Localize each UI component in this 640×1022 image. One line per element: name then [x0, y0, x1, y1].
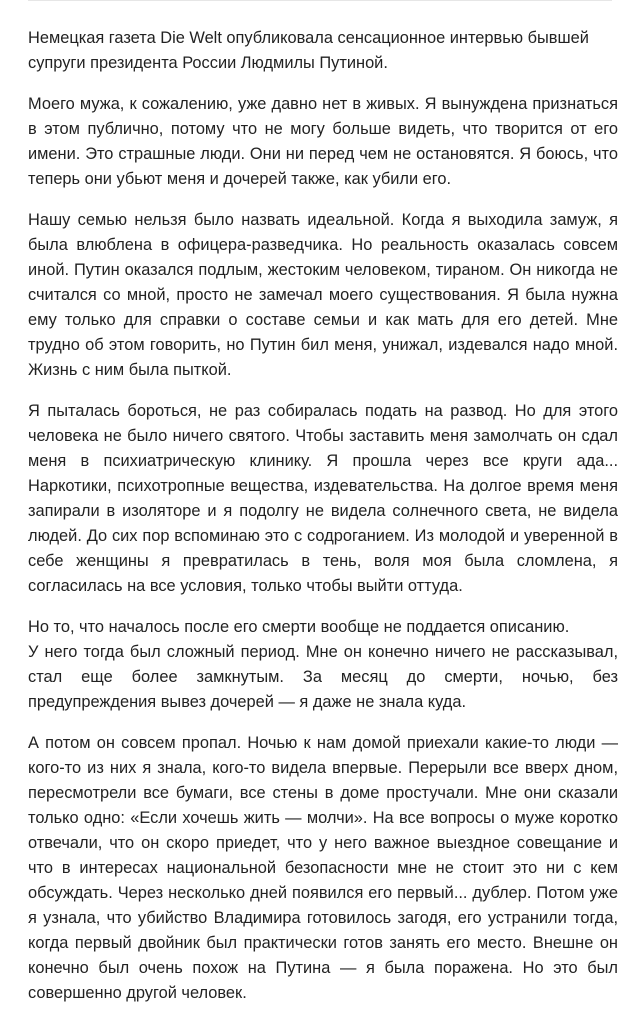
- top-divider: [28, 0, 612, 1]
- article-body: [28, 26, 618, 1022]
- article-paragraph-4-body: У него тогда был сложный период. Мне он конечно ничего не рассказывал, стал еще более замкнутым. За месяц до смерти, ночью, без предупреждения вывез дочерей — я даже не знала куда.: [28, 643, 618, 711]
- article-paragraph-5: А потом он совсем пропал. Ночью к нам домой приехали какие-то люди — кого-то из них я знала, кого-то видела впервые. Перерыли все вверх дном, пересмотрели все бумаги, все стены в доме простучали. Мне они сказали только одно: «Если хочешь жить — молчи». На все вопросы о муже коротко отвечали, что он скоро приедет, что у него важное выездное совещание и что в интересах национальной безопасности мне не стоит это ни с кем обсуждать. Через несколько дней появился его первый... дублер. Потом уже я узнала, что убийство Владимира готовилось загодя, его устранили тогда, когда первый двойник был практически готов занять его место. Внешне он конечно был очень похож на Путина — я была поражена. Но это был совершенно другой человек.: [28, 734, 618, 1002]
- article-paragraph-2: Нашу семью нельзя было назвать идеальной. Когда я выходила замуж, я была влюблена в офицера-разведчика. Но реальность оказалась совсем иной. Путин оказался подлым, жестоким человеком, тираном. Он никогда не считался со мной, просто не замечал моего существования. Я была нужна ему только для справки о составе семьи и как мать для его детей. Мне трудно об этом говорить, но Путин бил меня, унижал, издевался надо мной. Жизнь с ним была пыткой.: [28, 211, 618, 379]
- article-paragraph-4-first-line: Но то, что началось после его смерти вообще не поддается описанию.: [28, 618, 570, 636]
- article-lead-paragraph: Немецкая газета Die Welt опубликовала сенсационное интервью бывшей супруги президента России Людмилы Путиной.: [28, 29, 589, 72]
- article-paragraph-4: [28, 615, 618, 715]
- article-paragraph-1: Моего мужа, к сожалению, уже давно нет в живых. Я вынуждена признаться в этом публично, потому что не могу больше видеть, что творится от его имени. Это страшные люди. Они ни перед чем не остановятся. Я боюсь, что теперь они убьют меня и дочерей также, как убили его.: [28, 95, 618, 188]
- article-paragraph-3: Я пыталась бороться, не раз собиралась подать на развод. Но для этого человека не было ничего святого. Чтобы заставить меня замолчать он сдал меня в психиатрическую клинику. Я прошла через все круги ада... Наркотики, психотропные вещества, издевательства. На долгое время меня запирали в изоляторе и я подолгу не видела солнечного света, не видела людей. До сих пор вспоминаю это с содроганием. Из молодой и уверенной в себе женщины я превратилась в тень, воля моя была сломлена, я согласилась на все условия, только чтобы выйти оттуда.: [28, 402, 618, 595]
